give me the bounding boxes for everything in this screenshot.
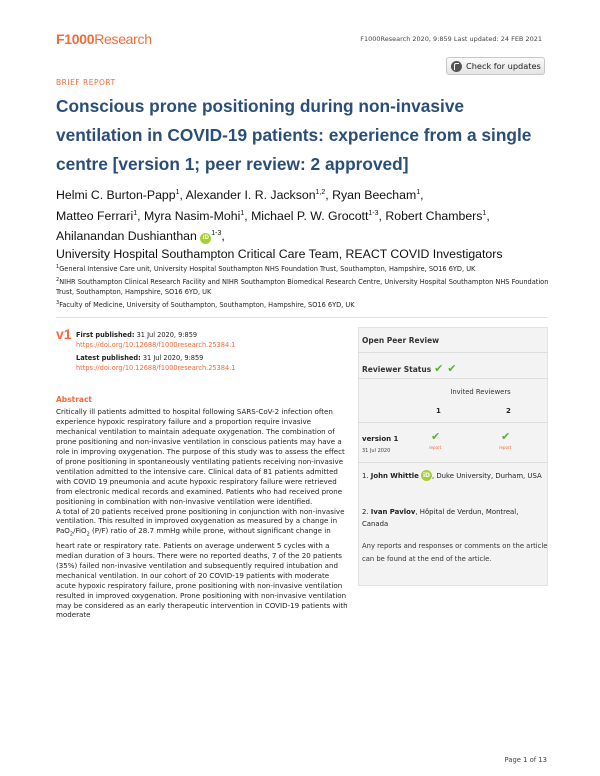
peer-review-footer: Any reports and responses or comments on the article can be found at the end of the article. (362, 542, 548, 563)
abstract-heading: Abstract (56, 395, 93, 404)
version-row-date: 31 Jul 2020 (362, 448, 391, 454)
article-type-label: BRIEF REPORT (56, 78, 116, 87)
author[interactable]: Helmi C. Burton-Papp (56, 188, 176, 203)
citation-line: F1000Research 2020, 9:859 Last updated: 24 FEB 2021 (360, 35, 542, 43)
affiliation-sup: 2 (56, 276, 60, 283)
report-link-1[interactable]: report (429, 445, 442, 450)
invited-reviewers-label: Invited Reviewers (450, 388, 511, 396)
subscript: 2 (86, 531, 90, 538)
divider (358, 462, 548, 463)
reviewer-affiliation: , Duke University, Durham, USA (431, 472, 542, 480)
divider (358, 378, 548, 379)
abstract-paragraph (56, 507, 348, 621)
latest-published-label: Latest published: (76, 354, 141, 362)
orcid-icon[interactable]: iD (200, 233, 211, 244)
affiliation (56, 298, 556, 311)
reviewer-entry (362, 470, 542, 483)
reviewer-name[interactable]: Ivan Pavlov (370, 508, 416, 516)
author-sup: 1 (133, 209, 138, 217)
version-row-label: version 1 (362, 435, 399, 443)
divider (358, 422, 548, 423)
author-sup: 1,2 (315, 189, 326, 196)
reviewer-column-1: 1 (436, 407, 441, 415)
author-sup: 1-3 (368, 209, 379, 217)
logo-suffix: Research (94, 31, 152, 47)
author[interactable]: Myra Nasim-Mohi (143, 208, 241, 223)
subscript: 2 (69, 531, 74, 538)
version-label: v1 (56, 326, 72, 342)
abstract-paragraph: Critically ill patients admitted to hospital following SARS-CoV-2 infection often experience hypoxic respiratory failure and a proportion require invasive mechanical ventilation to maintain adequate oxygenation. The combination of prone positioning and non-invasive ventilation in conscious patients may have a role in improving oxygenation. The purpose of this study was to assess the effect of prone positioning in spontaneously ventilating patients receiving non-invasive ventilation admitted to the intensive care. Clinical data of 81 patients admitted with COVID 19 pneumonia and acute hypoxic respiratory failure were retrieved from electronic medical records and examined. Patients who had received prone positioning in combination with non-invasive ventilation were identified. (56, 407, 345, 506)
author-sup: 1-3 (211, 230, 222, 238)
author-sup: 1 (175, 189, 180, 196)
reviewer-number: 1. (362, 472, 369, 480)
article-title: Conscious prone positioning during non-invasive ventilation in COVID-19 patients: experience from a single centre [version 1; peer review: 2 approved] (56, 96, 532, 174)
reviewer-status-label: Reviewer Status (362, 365, 432, 374)
publication-info (76, 330, 236, 373)
first-published-label: First published: (76, 331, 135, 339)
affiliations (56, 262, 556, 311)
affiliation-text: General Intensive Care unit, University Hospital Southampton NHS Foundation Trust, Southampton, Hampshire, SO16 6YD, UK (59, 265, 476, 274)
author[interactable]: Michael P. W. Grocott (251, 208, 369, 223)
reviewer-name[interactable]: John Whittle (370, 472, 419, 480)
journal-logo (56, 31, 152, 47)
abstract-text: (P/F) ratio of 28.7 mmHg while prone, without significant change in heart rate or respiratory rate. Patients on average underwent 5 cycles with a median duration of 3 hours. There were no reported deaths, 7 of the 20 patients (35%) failed non-invasive ventilation and subsequently required intubation and mechanical ventilation. In our cohort of 20 COVID-19 patients with moderate acute hypoxic respiratory failure, prone positioning with non-invasive ventilation resulted in improved oxygenation. Prone positioning with non-invasive ventilation may be considered as an early therapeutic intervention in COVID-19 patients with moderate (56, 526, 348, 620)
author-sup: 1 (416, 189, 421, 196)
affiliation-sup: 3 (56, 299, 60, 306)
author[interactable]: Ahilanandan Dushianthan (56, 229, 197, 244)
affiliation-text: NIHR Southampton Clinical Research Facility and NIHR Southampton Biomedical Research Centre, University Hospital Southampton NHS Foundation Trust, Southampton, Hampshire, SO16 6YD, UK (56, 277, 549, 297)
author-sup: 1 (240, 209, 245, 217)
divider (56, 317, 547, 318)
reviewer-column-2: 2 (506, 407, 511, 415)
author[interactable]: Matteo Ferrari (56, 208, 134, 223)
abstract-body (56, 407, 348, 620)
affiliation-sup: 1 (56, 264, 60, 270)
orcid-icon[interactable]: iD (422, 472, 430, 479)
author-sup: 1 (482, 209, 487, 217)
author[interactable]: Ryan Beecham (332, 188, 417, 203)
latest-doi-link[interactable]: https://doi.org/10.12688/f1000research.25384.1 (76, 364, 236, 372)
author-list: Helmi C. Burton-Papp$^1$, Alexander I. R. Jackson$^{1,2}$, Ryan Beecham$^1$, Matteo Ferrari$^1$, Myra Nasim-Mohi$^1$, Michael P. W. Grocott$^{1-3}$, Robert Chambers$^1$, Ahilanandan Dushianthan $iD^{1-3}$, University Hospital Southampton Critical Care Team, REACT COVID Investigators (56, 188, 503, 261)
reviewer-entry (362, 507, 542, 530)
author[interactable]: Alexander I. R. Jackson (185, 188, 316, 203)
affiliation (56, 262, 556, 275)
reviewer-number: 2. (362, 508, 369, 516)
approved-check-icon: ✔ (501, 430, 511, 443)
affiliation-text: Faculty of Medicine, University of Southampton, Southampton, Hampshire, SO16 6YD, UK (59, 301, 355, 310)
check-for-updates-button[interactable] (446, 57, 545, 75)
crossmark-icon (451, 61, 462, 72)
approved-check-icon: ✔ ✔ (434, 362, 457, 375)
first-published-date: 31 Jul 2020, 9:859 (136, 331, 198, 339)
page-number: Page 1 of 13 (504, 756, 547, 764)
author[interactable]: Robert Chambers (385, 208, 483, 223)
first-doi-link[interactable]: https://doi.org/10.12688/f1000research.25384.1 (76, 341, 236, 349)
latest-published-date: 31 Jul 2020, 9:859 (142, 354, 204, 362)
logo-prefix: F1000 (56, 31, 95, 47)
approved-check-icon: ✔ (431, 430, 441, 443)
author-group: University Hospital Southampton Critical Care Team, REACT COVID Investigators (56, 246, 503, 261)
reviewer-status (362, 362, 456, 375)
report-link-2[interactable]: report (499, 445, 512, 450)
abstract-text: /FiO (73, 526, 87, 536)
affiliation (56, 275, 556, 298)
abstract-text: A total of 20 patients received prone positioning in conjunction with non-invasive ventilation. This resulted in improved oxygenation as measured by a change in PaO (56, 506, 345, 536)
check-for-updates-label: Check for updates (466, 61, 541, 71)
peer-review-heading: Open Peer Review (362, 336, 440, 345)
reviewer-affiliation: , Hôpital de Verdun, Montreal, Canada (362, 508, 519, 528)
divider (358, 352, 548, 353)
